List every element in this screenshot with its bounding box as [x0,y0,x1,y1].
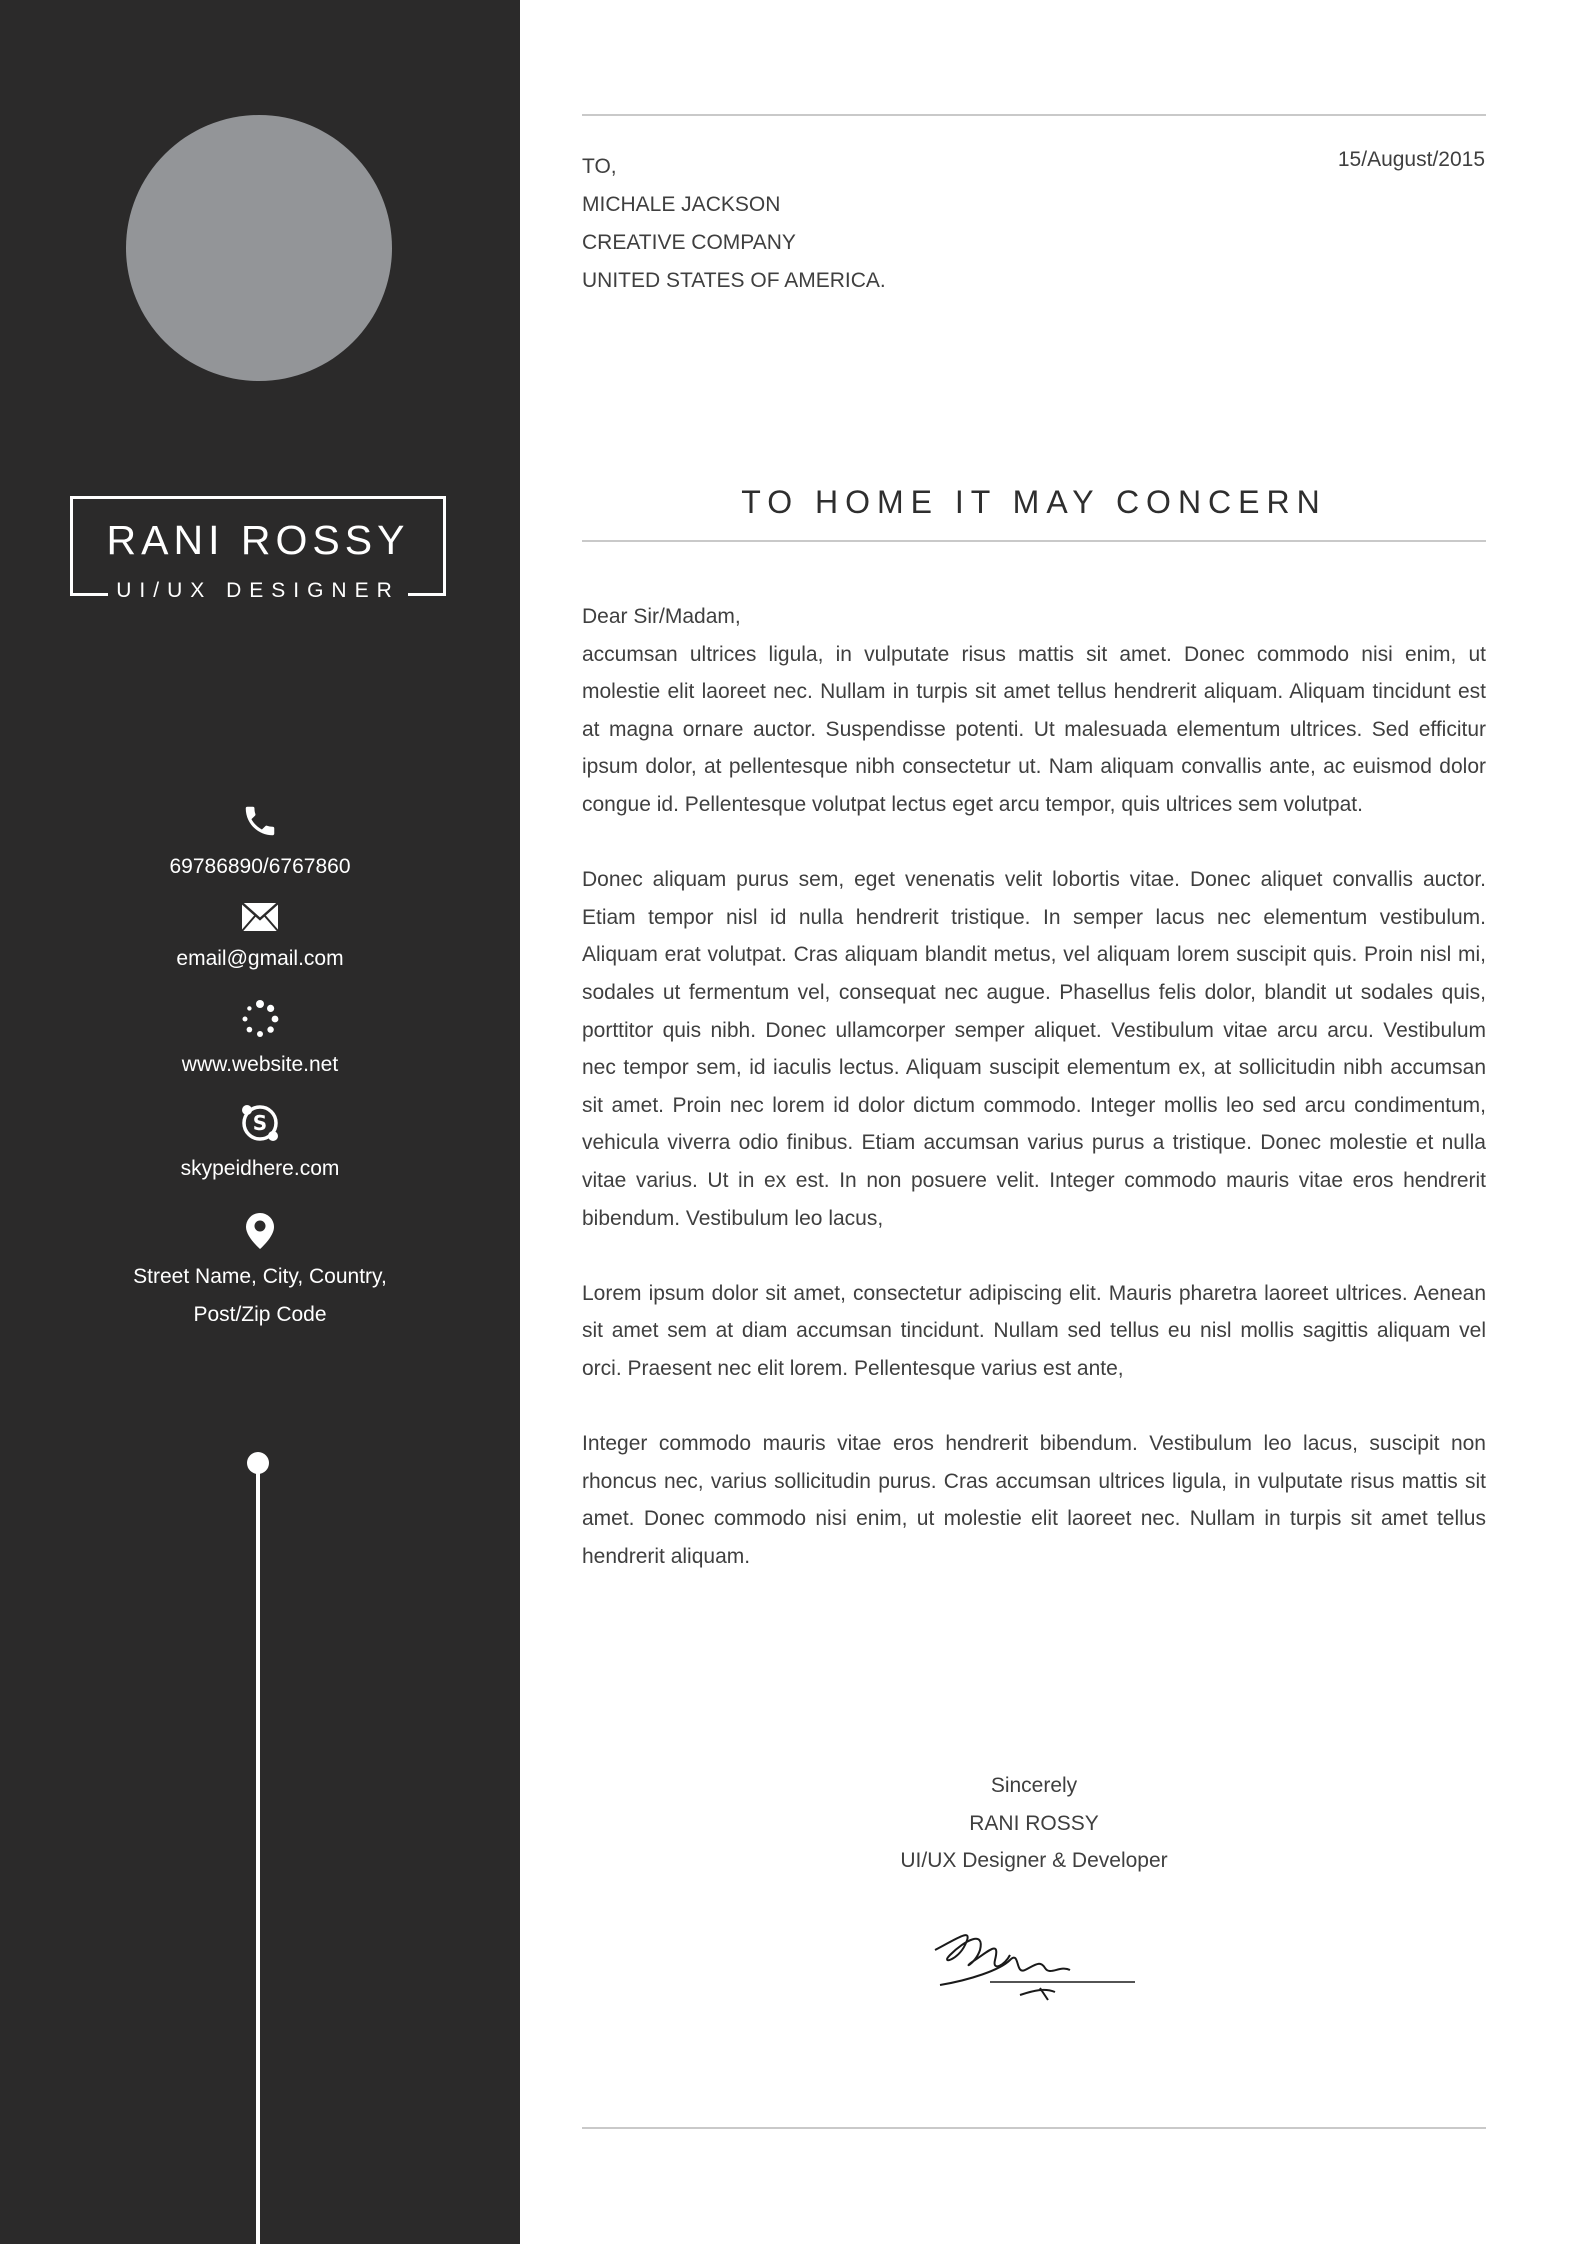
recipient-name: MICHALE JACKSON [582,193,781,216]
website-url: www.website.net [181,1053,339,1076]
paragraph-4: Integer commodo mauris vitae eros hendrerit bibendum. Vestibulum leo lacus, suscipit non rhoncus nec, varius sollicitudin purus. Cras accumsan ultrices ligula, in vulputate risus mattis sit amet. Donec commodo nisi enim, ut molestie elit laoreet nec. Nullam in turpis sit amet tellus hendrerit aliquam. [582,1432,1486,1568]
profile-photo-placeholder [126,115,392,381]
person-name: RANI ROSSY [106,517,410,563]
sidebar [0,0,520,2244]
website-icon [241,1000,279,1038]
letter-date: 15/August/2015 [1337,148,1485,171]
recipient-company: CREATIVE COMPANY [582,231,796,254]
contact-email [0,902,520,978]
recipient-block [582,148,886,300]
mail-icon [241,902,279,932]
address-line-1: Street Name, City, Country, [133,1265,387,1288]
contact-skype [0,1104,520,1188]
closing-valediction: Sincerely [990,1774,1078,1797]
bottom-rule [582,2127,1486,2129]
recipient-country: UNITED STATES OF AMERICA. [582,269,886,292]
signature-image [930,1910,1140,2010]
closing-name: RANI ROSSY [969,1811,1099,1835]
person-role: UI/UX DESIGNER [116,579,400,602]
closing-title: UI/UX Designer & Developer [900,1849,1168,1873]
contact-phone [0,802,520,886]
skype-icon [241,1104,279,1142]
paragraph-1: accumsan ultrices ligula, in vulputate risus mattis sit amet. Donec commodo nisi enim, ut molestie elit laoreet nec. Nullam in turpis sit amet tellus hendrerit aliquam. Aliquam tincidunt est at magna ornare auctor. Suspendisse potenti. Ut malesuada elementum ultrices. Sed efficitur ipsum dolor, at pellentesque nibh consectetur ut. Nam aliquam convallis ante, ac euismod dolor congue id. Pellentesque volutpat lectus eget arcu tempor, quis ultrices sem volutpat. [582,642,1486,816]
location-icon [245,1212,275,1250]
paragraph-3: Lorem ipsum dolor sit amet, consectetur adipiscing elit. Mauris pharetra laoreet ultrices. Aenean sit amet sem at diam accumsan tincidunt. Nullam sed tellus eu nisl mollis sagittis aliquam vel orci. Praesent nec elit lorem. Pellentesque varius est ante, [582,1281,1486,1380]
address-line-2: Post/Zip Code [193,1303,327,1326]
letter-body [582,598,1486,1613]
name-frame [70,496,446,602]
svg-text:S: S [252,1111,268,1135]
phone-number: 69786890/6767860 [169,855,351,878]
contact-website [0,1000,520,1084]
recipient-salutation: TO, [582,155,617,178]
phone-icon [241,802,279,840]
letter-greeting: Dear Sir/Madam, [582,605,741,628]
paragraph-2: Donec aliquam purus sem, eget venenatis velit lobortis vitae. Donec aliquet convallis auctor. Etiam tempor nisl id nulla hendrerit tristique. In semper lacus nec elementum vestibulum. Aliquam erat volutpat. Cras aliquam blandit metus, vel aliquam lorem suscipit quis. Proin nisl mi, sodales ut fermentum vel, consequat nec augue. Phasellus felis dolor, blandit ut sodales quis, porttitor quis nibh. Donec ullamcorper semper aliquet. Vestibulum vitae arcu arcu. Vestibulum nec tempor sem, id iaculis lectus. Aliquam suscipit elementum ex, at sollicitudin nibh accumsan sit amet. Proin nec lorem id dolor dictum commodo. Integer mollis leo sed arcu condimentum, vehicula viverra odio finibus. Etiam accumsan varius purus a tristique. Donec molestie et nulla vitae varius. Ut in ex est. In non posuere velit. Integer commodo mauris vitae eros hendrerit bibendum. Vestibulum leo lacus, [582,868,1486,1230]
top-rule [582,114,1486,116]
skype-id: skypeidhere.com [180,1157,340,1180]
closing-block [582,1767,1486,1880]
subject-rule [582,540,1486,542]
contact-address [0,1212,520,1334]
email-address: email@gmail.com [176,947,344,970]
letter-subject: TO HOME IT MAY CONCERN [741,484,1327,520]
timeline-line [256,1468,260,2244]
